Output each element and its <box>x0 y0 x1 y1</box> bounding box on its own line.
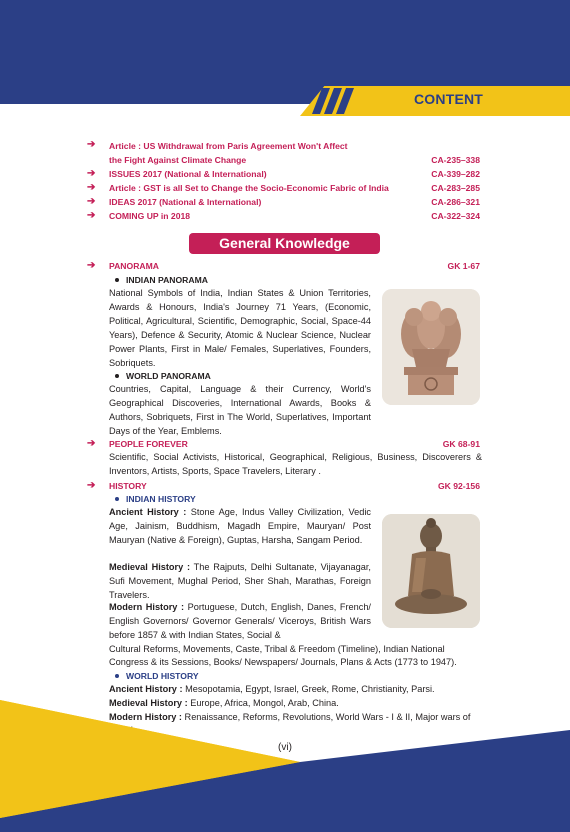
ca-item-pages: CA-235–338 <box>431 155 480 165</box>
chevron-stripes-decoration <box>312 86 372 116</box>
footer-decoration <box>0 700 570 832</box>
arrow-icon: ➔ <box>87 210 96 221</box>
label-modern-history: Modern History : <box>109 602 185 612</box>
ancient-history-items: Mesopotamia, Egypt, Israel, Greek, Rome, Christianity, Parsi. <box>182 684 435 694</box>
arrow-icon: ➔ <box>87 182 96 193</box>
world-panorama-text: Countries, Capital, Language & their Currency, World's Geographical Discoveries, International Awards, Books & Authors, Sobriquets, First in The World, Superlatives, Important Days of the Year, Emblems. <box>109 384 371 436</box>
bullet-icon <box>115 278 119 282</box>
ca-item-title[interactable]: Article : US Withdrawal from Paris Agreement Won't Affect <box>109 141 348 151</box>
ca-item-title[interactable]: COMING UP in 2018 <box>109 211 191 221</box>
indian-ancient-history-text <box>109 506 371 548</box>
ca-item-pages: CA-339–282 <box>431 169 480 179</box>
subsection-title-world-panorama: WORLD PANORAMA <box>126 371 211 381</box>
page-number: (vi) <box>278 742 292 753</box>
arrow-icon: ➔ <box>87 438 96 449</box>
label-medieval-history: Medieval History : <box>109 562 191 572</box>
indian-modern-history-text <box>109 601 371 643</box>
subsection-title-indian-history: INDIAN HISTORY <box>126 494 196 504</box>
label-modern-history: Modern History : <box>109 712 182 722</box>
arrow-icon: ➔ <box>87 260 96 271</box>
section-title-panorama[interactable]: PANORAMA <box>109 261 159 271</box>
bullet-icon <box>115 497 119 501</box>
indian-panorama-text: National Symbols of India, Indian States & Union Territories, Awards & Honours, India's Journey 71 Years, (Economic, Political, Agricultural, Scientific, Demographic, Social, Space-44 Years), Defence & Security, Atomic & Nuclear Science, Nuclear Power Plants, First in Male/ Females, Superlatives, Founders, Sobriquets. <box>109 288 371 368</box>
indian-modern-history-line: Congress & its Sessions, Books/ Newspapers/ Journals, Plans & Acts (1773 to 1947). <box>109 657 457 667</box>
arrow-icon: ➔ <box>87 139 96 150</box>
section-pages-people-forever: GK 68-91 <box>442 439 480 449</box>
label-ancient-history: Ancient History : <box>109 507 187 517</box>
indian-modern-history-line: Cultural Reforms, Movements, Caste, Tribal & Freedom (Timeline), Indian National <box>109 644 445 654</box>
page-title: CONTENT <box>414 91 484 107</box>
ca-item-pages: CA-283–285 <box>431 183 480 193</box>
bullet-icon <box>115 374 119 378</box>
section-title-history[interactable]: HISTORY <box>109 481 147 491</box>
bullet-icon <box>115 674 119 678</box>
section-title-people-forever[interactable]: PEOPLE FOREVER <box>109 439 188 449</box>
label-ancient-history: Ancient History : <box>109 684 183 694</box>
modern-history-items: Portuguese, Dutch, English, Danes, French/ English Governors/ Governor Generals/ Viceroys, British Wars before 1857 & with Indian States, Social & <box>109 602 371 640</box>
subsection-title-world-history: WORLD HISTORY <box>126 671 199 681</box>
arrow-icon: ➔ <box>87 196 96 207</box>
people-forever-text: Scientific, Social Activists, Historical, Geographical, Religious, Business, Discoverers & Inventors, Artists, Sports, Space Travelers, Literary . <box>109 452 482 476</box>
ca-item-title[interactable]: IDEAS 2017 (National & International) <box>109 197 262 207</box>
ca-item-title[interactable]: the Fight Against Climate Change <box>109 155 247 165</box>
section-pages-panorama: GK 1-67 <box>447 261 480 271</box>
world-ancient-history-text <box>109 683 435 697</box>
ca-item-pages: CA-286–321 <box>431 197 480 207</box>
label-medieval-history: Medieval History : <box>109 698 188 708</box>
section-heading-general-knowledge: General Knowledge <box>189 233 380 254</box>
modern-history-items: Renaissance, Reforms, Revolutions, World Wars - I & II, Major wars of <box>182 712 471 722</box>
ancient-history-items: Stone Age, Indus Valley Civilization, Vedic Age, Jainism, Buddhism, Magadh Empire, Mauryan/ Post Mauryan (Native & Foreign), Guptas, Harsha, Sangam Period. <box>109 507 371 545</box>
buddha-statue-image <box>382 514 480 628</box>
medieval-history-items: The Rajputs, Delhi Sultanate, Vijayanagar, Sufi Movement, Mughal Period, Sher Shah, Marathas, Foreign Travelers. <box>109 562 371 600</box>
ca-item-pages: CA-322–324 <box>431 211 480 221</box>
ca-item-title[interactable]: Article : GST is all Set to Change the Socio-Economic Fabric of India <box>109 183 389 193</box>
arrow-icon: ➔ <box>87 480 96 491</box>
section-pages-history: GK 92-156 <box>437 481 480 491</box>
medieval-history-items: Europe, Africa, Mongol, Arab, China. <box>187 698 339 708</box>
subsection-title-indian-panorama: INDIAN PANORAMA <box>126 275 208 285</box>
indian-medieval-history-text <box>109 561 371 603</box>
arrow-icon: ➔ <box>87 168 96 179</box>
ca-item-title[interactable]: ISSUES 2017 (National & International) <box>109 169 267 179</box>
ashoka-lion-capital-image <box>382 289 480 405</box>
